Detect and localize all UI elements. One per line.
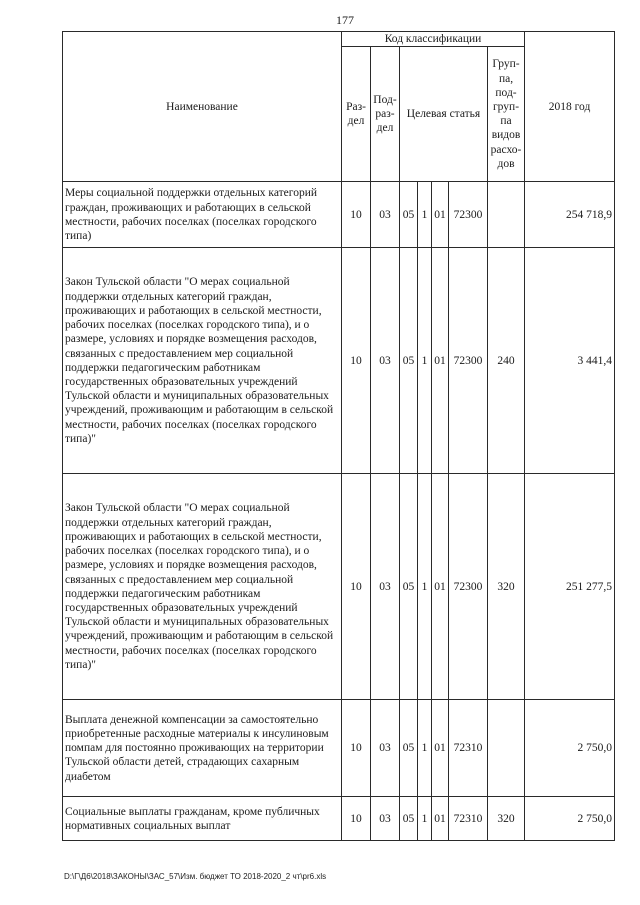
page-number: 177 xyxy=(336,13,354,27)
header-expense-group: Груп- па, под- груп- па видов расхо- дов xyxy=(488,47,525,182)
row-name: Социальные выплаты гражданам, кроме публичных нормативных социальных выплат xyxy=(63,797,342,841)
row-target-4: 72300 xyxy=(449,182,488,248)
row-subsection: 03 xyxy=(371,248,400,474)
row-amount: 251 277,5 xyxy=(525,474,615,700)
row-name: Закон Тульской области "О мерах социальной поддержки отдельных категорий граждан, проживающих и работающих в сельской местности, рабочих поселках (поселках городского типа), и о размере, условиях и порядке возмещения расходов, связанных с предоставлением мер социальной поддержки педагогическим работникам государственных образовательных учреждений Тульской области и муниципальных образовательных учреждений, проживающим и работающим в сельской местности, рабочих поселках (поселках городского типа)" xyxy=(63,474,342,700)
row-group: 320 xyxy=(488,474,525,700)
row-target-3: 01 xyxy=(432,474,449,700)
row-name: Закон Тульской области "О мерах социальной поддержки отдельных категорий граждан, проживающих и работающих в сельской местности, рабочих поселках (поселках городского типа), и о размере, условиях и порядке возмещения расходов, связанных с предоставлением мер социальной поддержки педагогическим работникам государственных образовательных учреждений Тульской области и муниципальных образовательных учреждений, проживающим и работающим в сельской местности, рабочих поселках (поселках городского типа)" xyxy=(63,248,342,474)
row-amount: 2 750,0 xyxy=(525,797,615,841)
row-target-4: 72300 xyxy=(449,474,488,700)
row-group: 240 xyxy=(488,248,525,474)
row-target-4: 72310 xyxy=(449,700,488,797)
row-target-1: 05 xyxy=(400,797,418,841)
row-name: Выплата денежной компенсации за самостоятельно приобретенные расходные материалы к инсулиновым помпам для постоянно проживающих на территории Тульской области детей, страдающих сахарным диабетом xyxy=(63,700,342,797)
row-target-2: 1 xyxy=(418,182,432,248)
row-section: 10 xyxy=(342,700,371,797)
table-row xyxy=(63,182,615,248)
row-subsection: 03 xyxy=(371,474,400,700)
row-amount: 3 441,4 xyxy=(525,248,615,474)
row-target-2: 1 xyxy=(418,248,432,474)
row-group xyxy=(488,182,525,248)
row-section: 10 xyxy=(342,474,371,700)
row-subsection: 03 xyxy=(371,182,400,248)
row-target-2: 1 xyxy=(418,797,432,841)
row-section: 10 xyxy=(342,248,371,474)
row-target-3: 01 xyxy=(432,700,449,797)
header-section: Раз- дел xyxy=(342,47,371,182)
header-target-article: Целевая статья xyxy=(400,47,488,182)
header-classification: Код классификации xyxy=(342,32,525,47)
file-path-footer: D:\Г\Д6\2018\ЗАКОНЫ\ЗАС_57\Изм. бюджет ТО 2018-2020_2 чт\pr6.xls xyxy=(64,872,327,881)
row-group xyxy=(488,700,525,797)
header-year: 2018 год xyxy=(525,32,615,182)
row-group: 320 xyxy=(488,797,525,841)
row-target-1: 05 xyxy=(400,182,418,248)
row-name: Меры социальной поддержки отдельных категорий граждан, проживающих и работающих в сельской местности, рабочих поселках (поселках городского типа) xyxy=(63,182,342,248)
budget-table xyxy=(62,31,615,841)
row-target-3: 01 xyxy=(432,248,449,474)
row-amount: 2 750,0 xyxy=(525,700,615,797)
row-target-1: 05 xyxy=(400,248,418,474)
row-target-1: 05 xyxy=(400,700,418,797)
header-name: Наименование xyxy=(63,32,342,182)
table-row xyxy=(63,797,615,841)
table-row xyxy=(63,474,615,700)
row-section: 10 xyxy=(342,182,371,248)
row-target-2: 1 xyxy=(418,474,432,700)
row-amount: 254 718,9 xyxy=(525,182,615,248)
row-target-4: 72300 xyxy=(449,248,488,474)
row-subsection: 03 xyxy=(371,797,400,841)
row-target-3: 01 xyxy=(432,797,449,841)
table-row xyxy=(63,700,615,797)
row-section: 10 xyxy=(342,797,371,841)
row-target-3: 01 xyxy=(432,182,449,248)
row-target-4: 72310 xyxy=(449,797,488,841)
row-target-1: 05 xyxy=(400,474,418,700)
table-row xyxy=(63,248,615,474)
row-subsection: 03 xyxy=(371,700,400,797)
row-target-2: 1 xyxy=(418,700,432,797)
header-subsection: Под- раз- дел xyxy=(371,47,400,182)
